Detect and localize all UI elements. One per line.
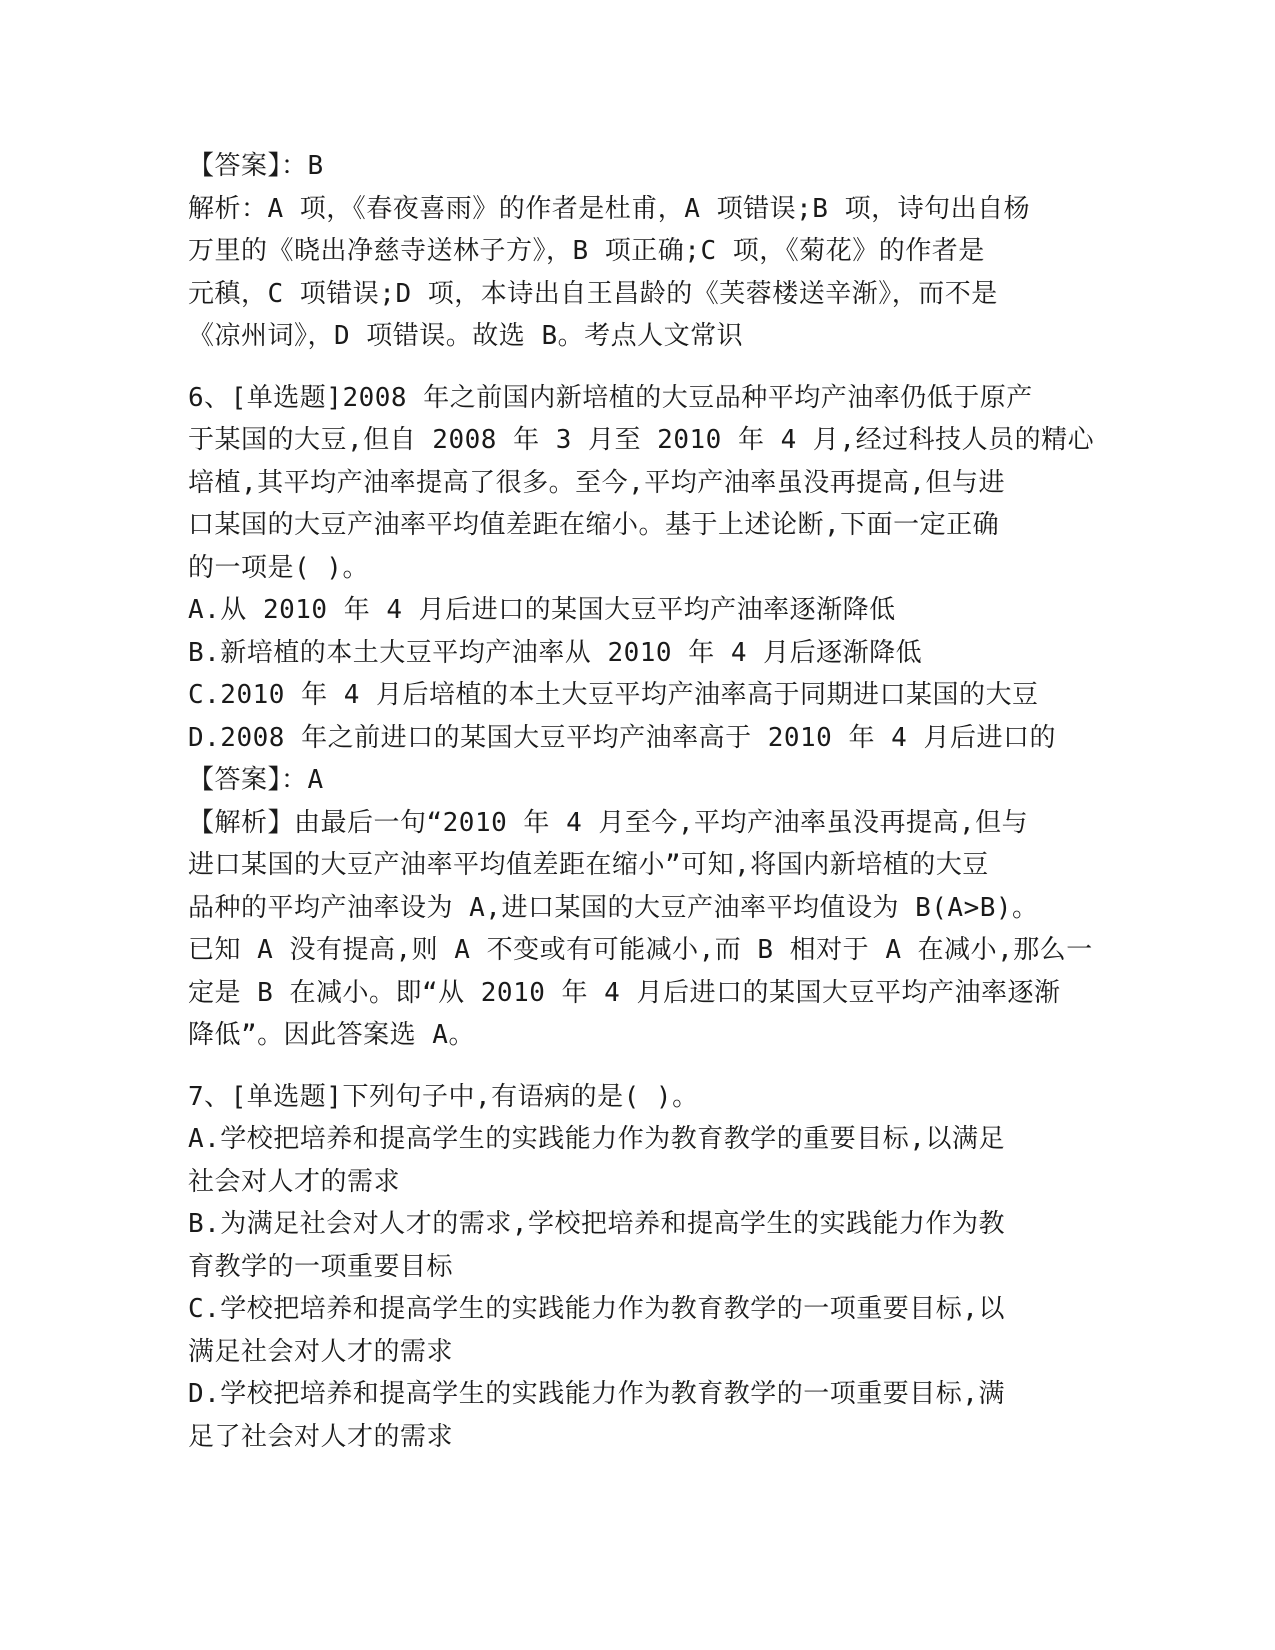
option-a: A.从 2010 年 4 月后进口的某国大豆平均产油率逐渐降低 [188, 595, 896, 625]
option-d: D.2008 年之前进口的某国大豆平均产油率高于 2010 年 4 月后进口的 [188, 722, 1056, 753]
analysis-line: 【解析】由最后一句“2010 年 4 月至今,平均产油率虽没再提高,但与 [188, 807, 1029, 838]
analysis-line: 元稹，C 项错误;D 项，本诗出自王昌龄的《芙蓉楼送辛渐》，而不是 [188, 278, 998, 309]
analysis-line: 定是 B 在减小。即“从 2010 年 4 月后进口的某国大豆平均产油率逐渐 [188, 977, 1061, 1008]
question-stem-line: 于某国的大豆,但自 2008 年 3 月至 2010 年 4 月,经过科技人员的精心 [188, 425, 1095, 455]
document-page [188, 145, 1095, 1458]
analysis-line: 品种的平均产油率设为 A,进口某国的大豆产油率平均值设为 B(A>B)。 [188, 892, 1039, 923]
analysis-line: 进口某国的大豆产油率平均值差距在缩小”可知,将国内新培植的大豆 [188, 850, 989, 880]
analysis-line: 已知 A 没有提高,则 A 不变或有可能减小,而 B 相对于 A 在减小,那么一 [188, 935, 1093, 965]
option-a: A.学校把培养和提高学生的实践能力作为教育教学的重要目标,以满足 [188, 1124, 1005, 1154]
option-a-continued: 社会对人才的需求 [188, 1166, 401, 1197]
question-stem-line: 的一项是( )。 [188, 552, 369, 583]
answer-label: 【答案】：A [188, 765, 324, 795]
option-b: B.新培植的本土大豆平均产油率从 2010 年 4 月后逐渐降低 [188, 637, 923, 668]
option-c: C.学校把培养和提高学生的实践能力作为教育教学的一项重要目标,以 [188, 1294, 1005, 1324]
answer-block-5 [188, 145, 1078, 358]
question-stem-line: 6、[单选题]2008 年之前国内新培植的大豆品种平均产油率仍低于原产 [188, 382, 1033, 413]
option-c-continued: 满足社会对人才的需求 [188, 1336, 454, 1367]
question-7 [188, 1076, 1078, 1459]
analysis-line: 《凉州词》，D 项错误。故选 B。考点人文常识 [188, 321, 744, 351]
analysis-line: 解析：A 项，《春夜喜雨》的作者是杜甫，A 项错误;B 项，诗句出自杨 [188, 193, 1031, 224]
option-c: C.2010 年 4 月后培植的本土大豆平均产油率高于同期进口某国的大豆 [188, 680, 1039, 710]
option-b-continued: 育教学的一项重要目标 [188, 1251, 454, 1282]
option-d-continued: 足了社会对人才的需求 [188, 1421, 454, 1452]
question-stem-line: 7、[单选题]下列句子中,有语病的是( )。 [188, 1081, 699, 1112]
question-6 [188, 377, 1095, 1057]
paragraph-gap [188, 1057, 1078, 1076]
analysis-line: 降低”。因此答案选 A。 [188, 1020, 475, 1050]
option-d: D.学校把培养和提高学生的实践能力作为教育教学的一项重要目标,满 [188, 1379, 1005, 1409]
analysis-line: 万里的《晓出净慈寺送林子方》，B 项正确;C 项，《菊花》的作者是 [188, 236, 985, 266]
answer-label: 【答案】：B [188, 151, 324, 181]
question-stem-line: 口某国的大豆产油率平均值差距在缩小。基于上述论断,下面一定正确 [188, 510, 1000, 540]
paragraph-gap [188, 358, 1078, 377]
question-stem-line: 培植,其平均产油率提高了很多。至今,平均产油率虽没再提高,但与进 [188, 467, 1005, 498]
option-b: B.为满足社会对人才的需求,学校把培养和提高学生的实践能力作为教 [188, 1209, 1005, 1239]
